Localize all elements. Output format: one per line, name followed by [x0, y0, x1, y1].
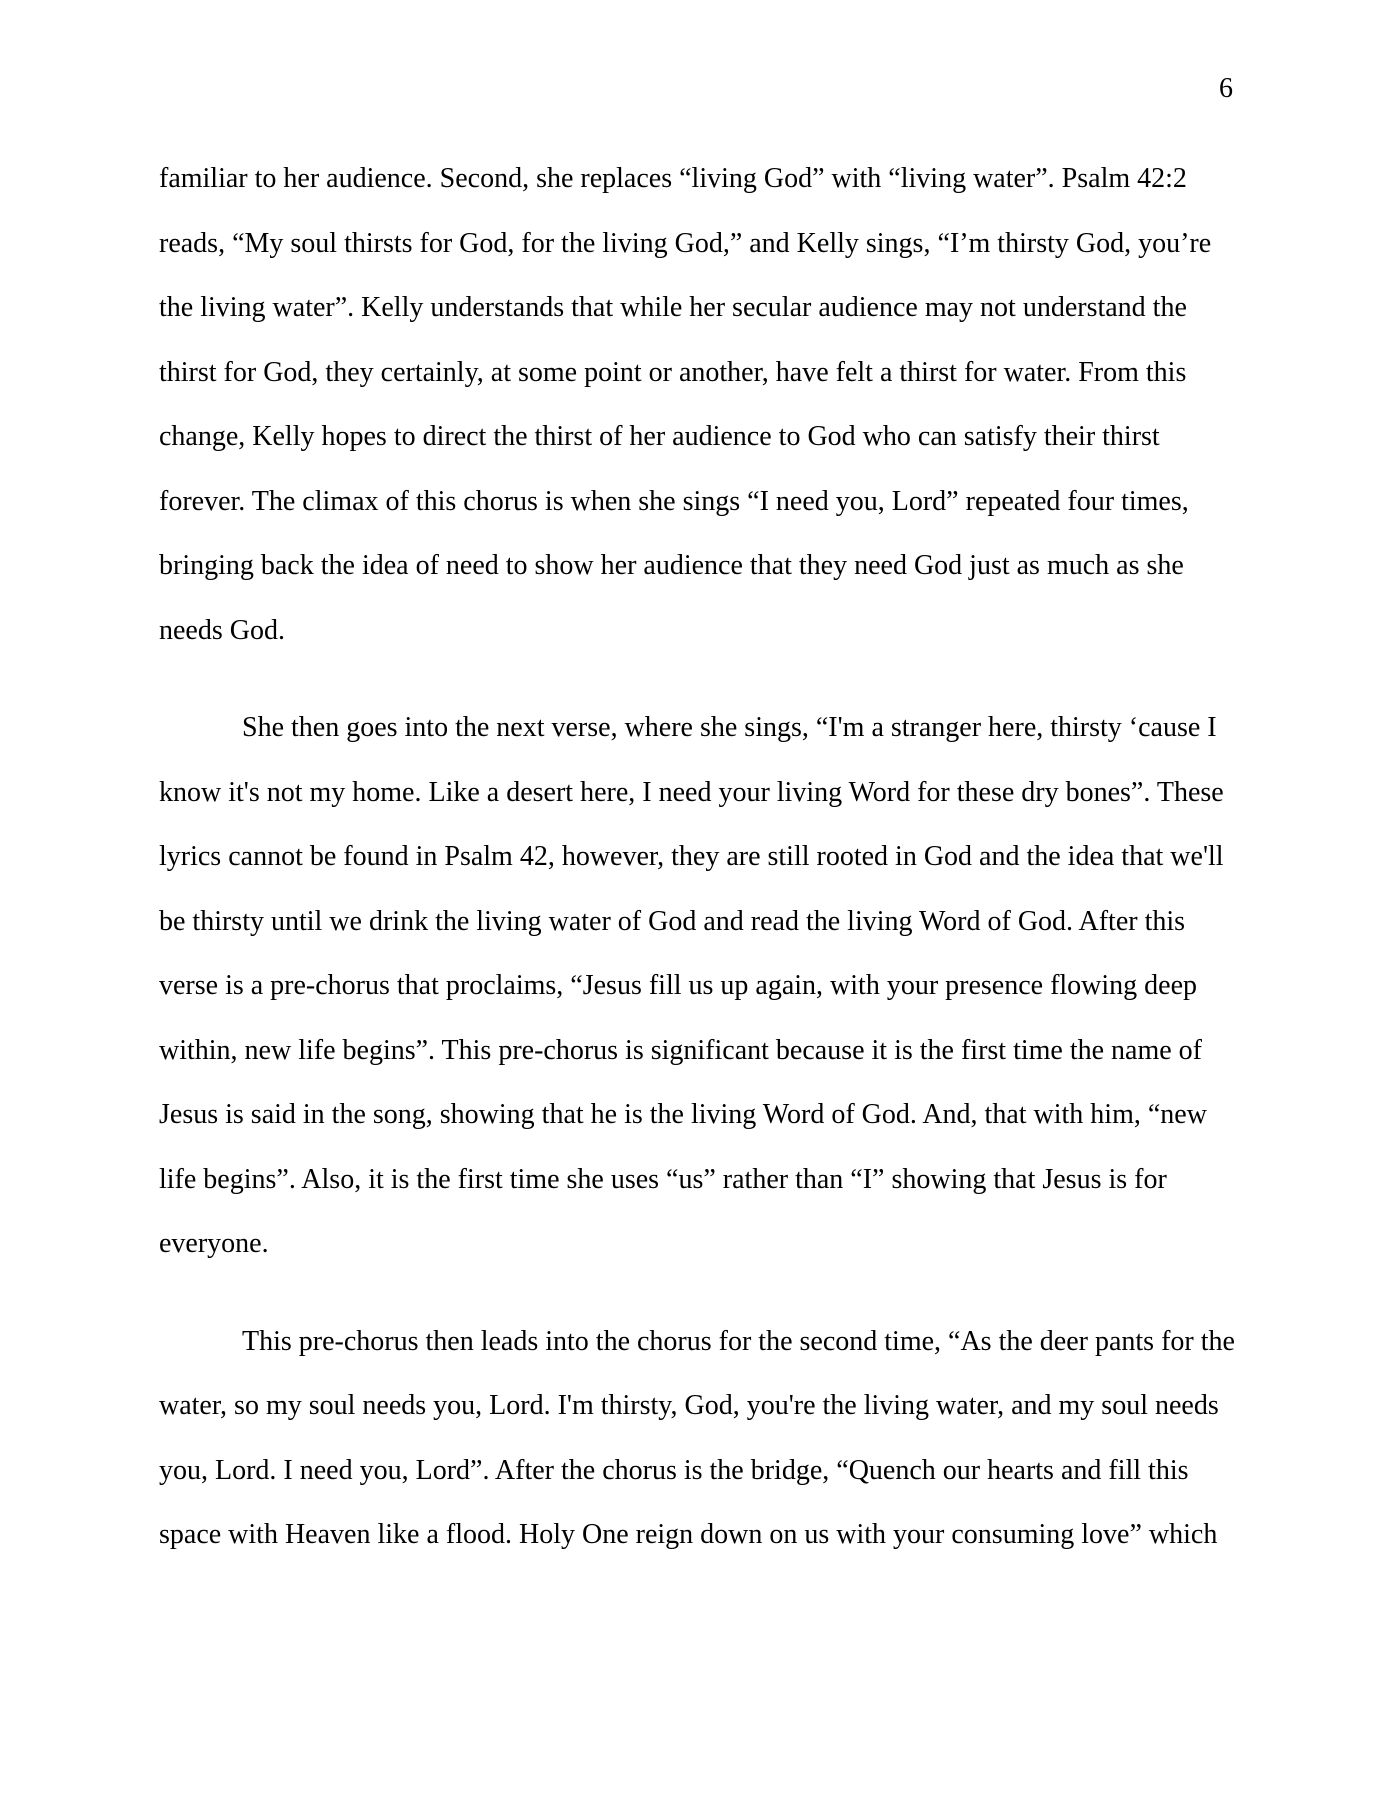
text-line: within, new life begins”. This pre-chorus is significant because it is the first time the name of	[159, 1034, 1202, 1066]
text-line: She then goes into the next verse, where she sings, “I'm a stranger here, thirsty ‘cause I	[242, 712, 1217, 743]
text-line: space with Heaven like a flood. Holy One reign down on us with your consuming love” which	[159, 1519, 1218, 1550]
text-line: needs God.	[159, 614, 285, 646]
text-line: life begins”. Also, it is the first time she uses “us” rather than “I” showing that Jesus is for	[159, 1163, 1167, 1195]
text-line: know it's not my home. Like a desert here, I need your living Word for these dry bones”. These	[159, 776, 1224, 808]
paragraph-1	[159, 147, 1269, 663]
text-line: bringing back the idea of need to show her audience that they need God just as much as she	[159, 550, 1184, 581]
text-line: change, Kelly hopes to direct the thirst of her audience to God who can satisfy their thirst	[159, 421, 1160, 452]
paragraph-2	[159, 696, 1269, 1277]
text-line: Jesus is said in the song, showing that he is the living Word of God. And, that with him, “new	[159, 1099, 1207, 1130]
text-line: you, Lord. I need you, Lord”. After the chorus is the bridge, “Quench our hearts and fill this	[159, 1454, 1189, 1486]
text-line: verse is a pre-chorus that proclaims, “Jesus fill us up again, with your presence flowing deep	[159, 970, 1198, 1001]
text-line: familiar to her audience. Second, she replaces “living God” with “living water”. Psalm 42:2	[159, 163, 1187, 194]
paragraph-3	[159, 1310, 1269, 1568]
text-line: This pre-chorus then leads into the chorus for the second time, “As the deer pants for the	[242, 1325, 1235, 1357]
text-line: water, so my soul needs you, Lord. I'm thirsty, God, you're the living water, and my soul needs	[159, 1390, 1219, 1421]
page-number: 6	[1219, 73, 1233, 104]
text-line: be thirsty until we drink the living water of God and read the living Word of God. After this	[159, 905, 1186, 937]
text-line: reads, “My soul thirsts for God, for the living God,” and Kelly sings, “I’m thirsty God, you’re	[159, 227, 1212, 259]
text-line: everyone.	[159, 1228, 269, 1259]
text-line: forever. The climax of this chorus is when she sings “I need you, Lord” repeated four times,	[159, 485, 1189, 517]
text-line: lyrics cannot be found in Psalm 42, however, they are still rooted in God and the idea that we'll	[159, 841, 1224, 872]
document-body	[159, 147, 1269, 1601]
text-line: thirst for God, they certainly, at some point or another, have felt a thirst for water. From this	[159, 356, 1187, 388]
text-line: the living water”. Kelly understands that while her secular audience may not understand the	[159, 292, 1187, 323]
